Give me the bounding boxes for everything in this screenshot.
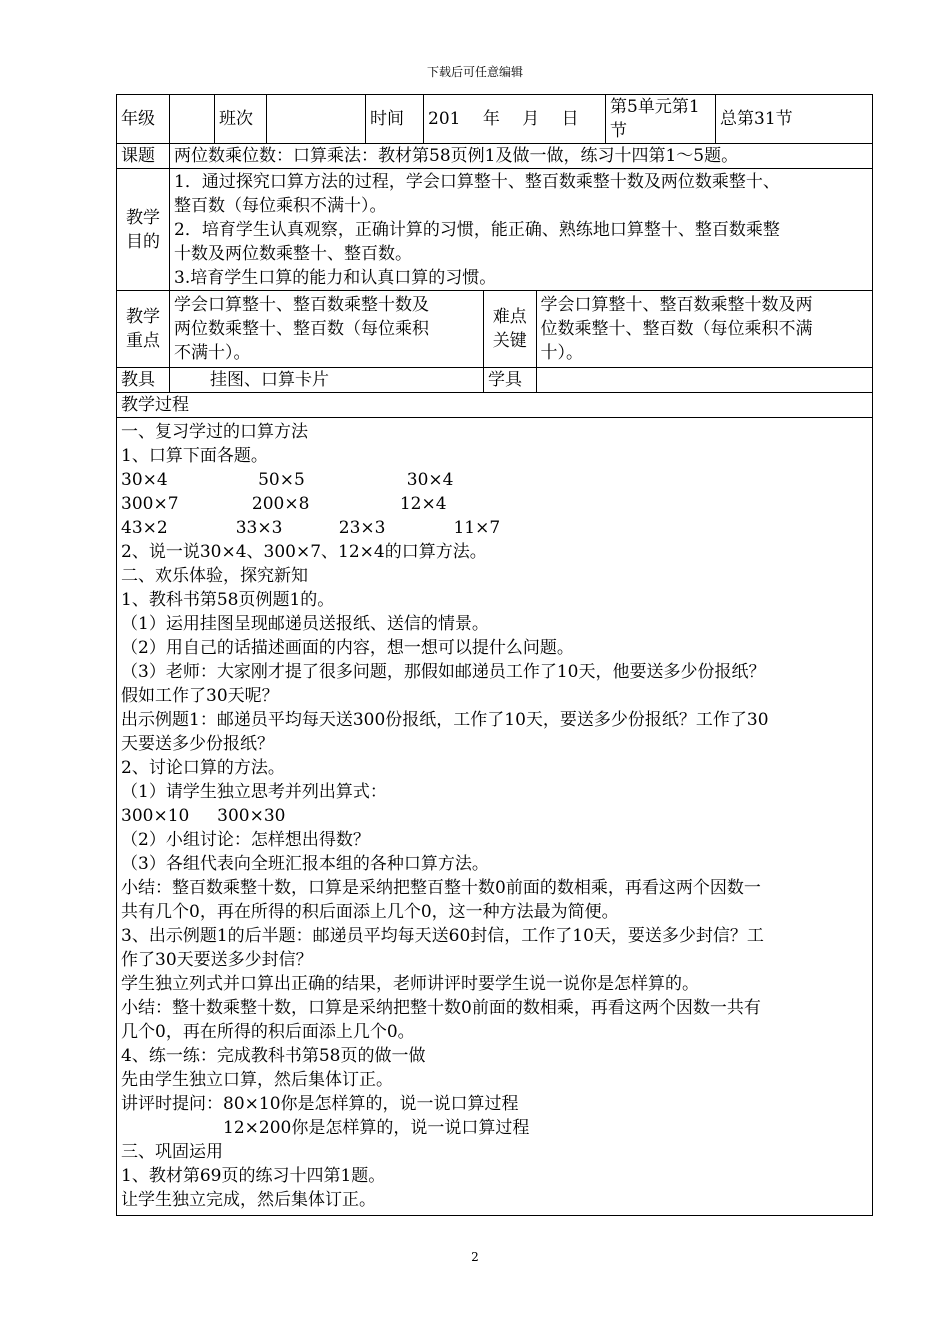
process-line: （1）运用挂图呈现邮递员送报纸、送信的情景。 (121, 614, 489, 634)
process-line: 共有几个0，再在所得的积后面添上几个0，这一种方法最为简便。 (121, 902, 619, 922)
focus-label-line: 教学 (126, 307, 160, 327)
focus-line: 两位数乘整十、整百数（每位乘积 (174, 319, 429, 339)
difficulty-line: 学会口算整十、整百数乘整十数及两 (540, 295, 813, 315)
goals-label-line: 教学 (126, 207, 160, 228)
topic-text: 两位数乘位数：口算乘法：教材第58页例1及做一做，练习十四第1～5题。 (170, 144, 873, 169)
tools-text: 挂图、口算卡片 (170, 368, 484, 393)
process-line: 4、练一练：完成教科书第58页的做一做 (121, 1046, 426, 1066)
goals-label (117, 169, 170, 291)
focus-label (117, 291, 170, 368)
student-tools-text (536, 368, 872, 392)
topic-row (117, 144, 873, 169)
process-line: 小结：整十数乘整十数，口算是采纳把整十数0前面的数相乘，再看这两个因数一共有 (121, 998, 761, 1018)
process-line: 300×7 200×8 12×4 (121, 494, 447, 514)
tools-row (117, 368, 873, 393)
student-tools-inner (484, 368, 872, 392)
goals-line: 3.培育学生口算的能力和认真口算的习惯。 (174, 267, 497, 288)
unit-value: 第5单元第1节 (606, 95, 716, 144)
process-line: （3）老师：大家刚才提了很多问题，那假如邮递员工作了10天，他要送多少份报纸？ (121, 662, 766, 682)
difficulty-line: 位数乘整十、整百数（每位乘积不满 (540, 319, 813, 339)
process-line: 小结：整百数乘整十数，口算是采纳把整百整十数0前面的数相乘，再看这两个因数一 (121, 878, 761, 898)
process-line: 1、口算下面各题。 (121, 446, 268, 466)
student-tools-cell (484, 368, 873, 393)
difficulty-content (536, 291, 872, 367)
goals-line: 整百数（每位乘积不满十）。 (174, 195, 387, 216)
goals-label-line: 目的 (126, 231, 160, 252)
header-note: 下载后可任意编辑 (426, 65, 523, 79)
difficulty-inner (484, 291, 872, 367)
class-value (267, 95, 366, 144)
difficulty-label (484, 291, 536, 367)
process-line: 先由学生独立口算，然后集体订正。 (121, 1070, 393, 1090)
header-row (117, 95, 873, 144)
difficulty-label-line: 难点 (492, 307, 527, 327)
process-line: 作了30天要送多少封信？ (121, 950, 313, 970)
process-line: 几个0，再在所得的积后面添上几个0。 (121, 1022, 415, 1042)
tools-label: 教具 (117, 368, 170, 393)
goals-row (117, 169, 873, 291)
process-line: 3、出示例题1的后半题：邮递员平均每天送60封信，工作了10天，要送多少封信？工 (121, 926, 764, 946)
lesson-plan-table (116, 94, 873, 1216)
difficulty-label-line: 关键 (492, 331, 527, 351)
focus-content (170, 291, 484, 368)
grade-value (170, 95, 215, 144)
process-line: 三、巩固运用 (121, 1142, 223, 1162)
process-content (117, 418, 873, 1216)
process-line: 二、欢乐体验，探究新知 (121, 566, 308, 586)
topic-label: 课题 (117, 144, 170, 169)
process-line: 假如工作了30天呢？ (121, 686, 279, 706)
difficulty-line: 十）。 (540, 343, 583, 363)
process-line: 30×4 50×5 30×4 (121, 470, 454, 490)
process-line: 学生独立列式并口算出正确的结果，老师讲评时要学生说一说你是怎样算的。 (121, 974, 699, 994)
total-value: 总第31节 (716, 95, 873, 144)
focus-label-line: 重点 (126, 331, 160, 351)
process-line: 讲评时提问：80×10你是怎样算的，说一说口算过程 (121, 1094, 519, 1114)
difficulty-cell (484, 291, 873, 368)
process-title-row (117, 393, 873, 418)
goals-line: 1．通过探究口算方法的过程，学会口算整十、整百数乘整十数及两位数乘整十、 (174, 171, 780, 192)
class-label: 班次 (215, 95, 267, 144)
process-line: （2）小组讨论：怎样想出得数？ (121, 830, 370, 850)
process-line: 让学生独立完成，然后集体订正。 (121, 1190, 376, 1210)
process-line: 12×200你是怎样算的，说一说口算过程 (121, 1118, 530, 1138)
process-line: 一、复习学过的口算方法 (121, 422, 308, 442)
focus-row (117, 291, 873, 368)
process-line: 1、教科书第58页例题1的。 (121, 590, 335, 610)
focus-line: 不满十）。 (174, 343, 251, 363)
process-line: 天要送多少份报纸？ (121, 734, 274, 754)
student-tools-label: 学具 (484, 368, 536, 392)
time-label: 时间 (366, 95, 424, 144)
process-line: （3）各组代表向全班汇报本组的各种口算方法。 (121, 854, 489, 874)
process-line: 43×2 33×3 23×3 11×7 (121, 518, 501, 538)
date-value: 201 年 月 日 (424, 95, 606, 144)
process-line: （1）请学生独立思考并列出算式： (121, 782, 387, 802)
process-line: 1、教材第69页的练习十四第1题。 (121, 1166, 386, 1186)
process-line: 2、说一说30×4、300×7、12×4的口算方法。 (121, 542, 487, 562)
focus-line: 学会口算整十、整百数乘整十数及 (174, 295, 429, 315)
goals-line: 2．培育学生认真观察，正确计算的习惯，能正确、熟练地口算整十、整百数乘整 (174, 219, 780, 240)
process-line: 出示例题1：邮递员平均每天送300份报纸，工作了10天，要送多少份报纸？工作了30 (121, 710, 769, 730)
goals-line: 十数及两位数乘整十、整百数。 (174, 243, 412, 264)
process-row (117, 418, 873, 1216)
process-line: （2）用自己的话描述画面的内容，想一想可以提什么问题。 (121, 638, 574, 658)
page-number: 2 (471, 1250, 479, 1264)
process-line: 300×10 300×30 (121, 806, 286, 826)
goals-content (170, 169, 873, 291)
process-title: 教学过程 (117, 393, 873, 418)
grade-label: 年级 (117, 95, 170, 144)
process-line: 2、讨论口算的方法。 (121, 758, 285, 778)
